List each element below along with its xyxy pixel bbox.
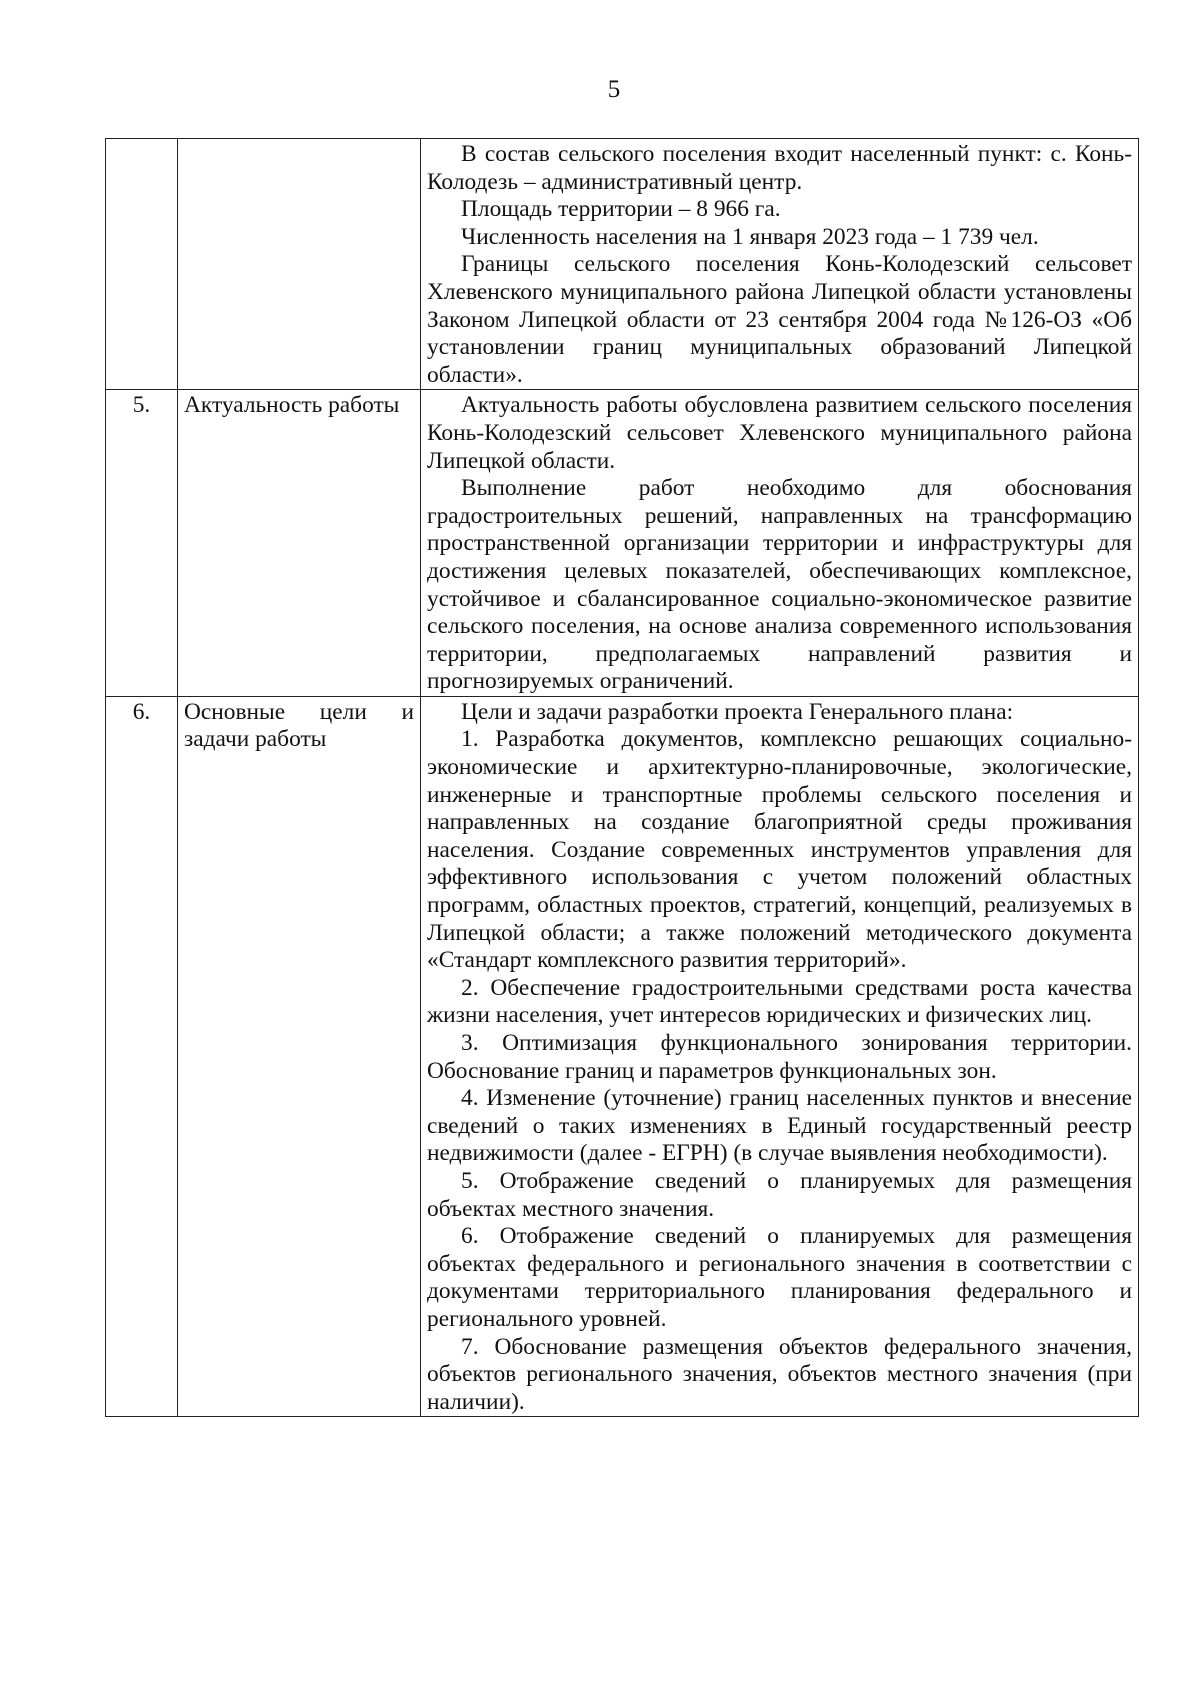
row-label-cell — [178, 139, 421, 390]
content-paragraph: 7. Обоснование размещения объектов федерального значения, объектов регионального значения, объектов местного значения (при наличии). — [427, 1333, 1132, 1415]
content-paragraph: Численность населения на 1 января 2023 года – 1 739 чел. — [461, 223, 1039, 250]
content-paragraph: 3. Оптимизация функционального зонирования территории. Обоснование границ и параметров функциональных зон. — [427, 1030, 1132, 1084]
row-number-cell — [106, 139, 178, 390]
content-paragraph: Актуальность работы обусловлена развитием сельского поселения Конь-Колодезский сельсовет Хлевенского муниципального района Липецкой области. — [427, 392, 1132, 474]
content-paragraph: Площадь территории – 8 966 га. — [461, 196, 781, 223]
row-label-cell: Основные цели и задачи работы — [178, 696, 421, 1416]
content-paragraph: 6. Отображение сведений о планируемых для размещения объектах федерального и регионального значения в соответствии с документами территориального планирования федерального и регионального уровней. — [427, 1223, 1132, 1332]
content-paragraph: Границы сельского поселения Конь-Колодезский сельсовет Хлевенского муниципального района Липецкой области установлены Законом Липецкой области от 23 сентября 2004 года №126-ОЗ «Об установлении границ муниципальных образований Липецкой области». — [427, 251, 1132, 388]
row-label-cell: Актуальность работы — [178, 390, 421, 697]
content-paragraph: 5. Отображение сведений о планируемых для размещения объектах местного значения. — [427, 1167, 1132, 1222]
row-number-cell: 6. — [106, 696, 178, 1416]
content-paragraph: 4. Изменение (уточнение) границ населенных пунктов и внесение сведений о таких изменениях в Единый государственный реестр недвижимости (далее - ЕГРН) (в случае выявления необходимости). — [427, 1085, 1132, 1167]
content-paragraph: В состав сельского поселения входит населенный пункт: с. Конь-Колодезь – административный центр. — [427, 141, 1132, 195]
table-row — [106, 139, 1139, 390]
row-content-cell — [421, 139, 1139, 390]
content-paragraph: Цели и задачи разработки проекта Генерального плана: — [461, 698, 1014, 725]
row-content-cell — [421, 390, 1139, 697]
content-paragraph: 1. Разработка документов, комплексно решающих социально-экономические и архитектурно-планировочные, экологические, инженерные и транспортные проблемы сельского поселения и направленных на создание благоприятной среды проживания населения. Создание современных инструментов управления для эффективного использования с учетом положений областных программ, областных проектов, стратегий, концепций, реализуемых в Липецкой области; а также положений методического документа «Стандарт комплексного развития территорий». — [427, 726, 1132, 974]
table-row — [106, 696, 1139, 1416]
page-number: 5 — [607, 76, 621, 103]
table-row — [106, 390, 1139, 697]
row-content-cell — [421, 696, 1139, 1416]
requirements-table — [105, 138, 1139, 1417]
row-number-cell: 5. — [106, 390, 178, 697]
content-paragraph: Выполнение работ необходимо для обоснования градостроительных решений, направленных на трансформацию пространственной организации территории и инфраструктуры для достижения целевых показателей, обеспечивающих комплексное, устойчивое и сбалансированное социально-экономическое развитие сельского поселения, на основе анализа современного использования территории, предполагаемых направлений развития и прогнозируемых ограничений. — [427, 475, 1132, 695]
content-paragraph: 2. Обеспечение градостроительными средствами роста качества жизни населения, учет интересов юридических и физических лиц. — [427, 974, 1132, 1029]
